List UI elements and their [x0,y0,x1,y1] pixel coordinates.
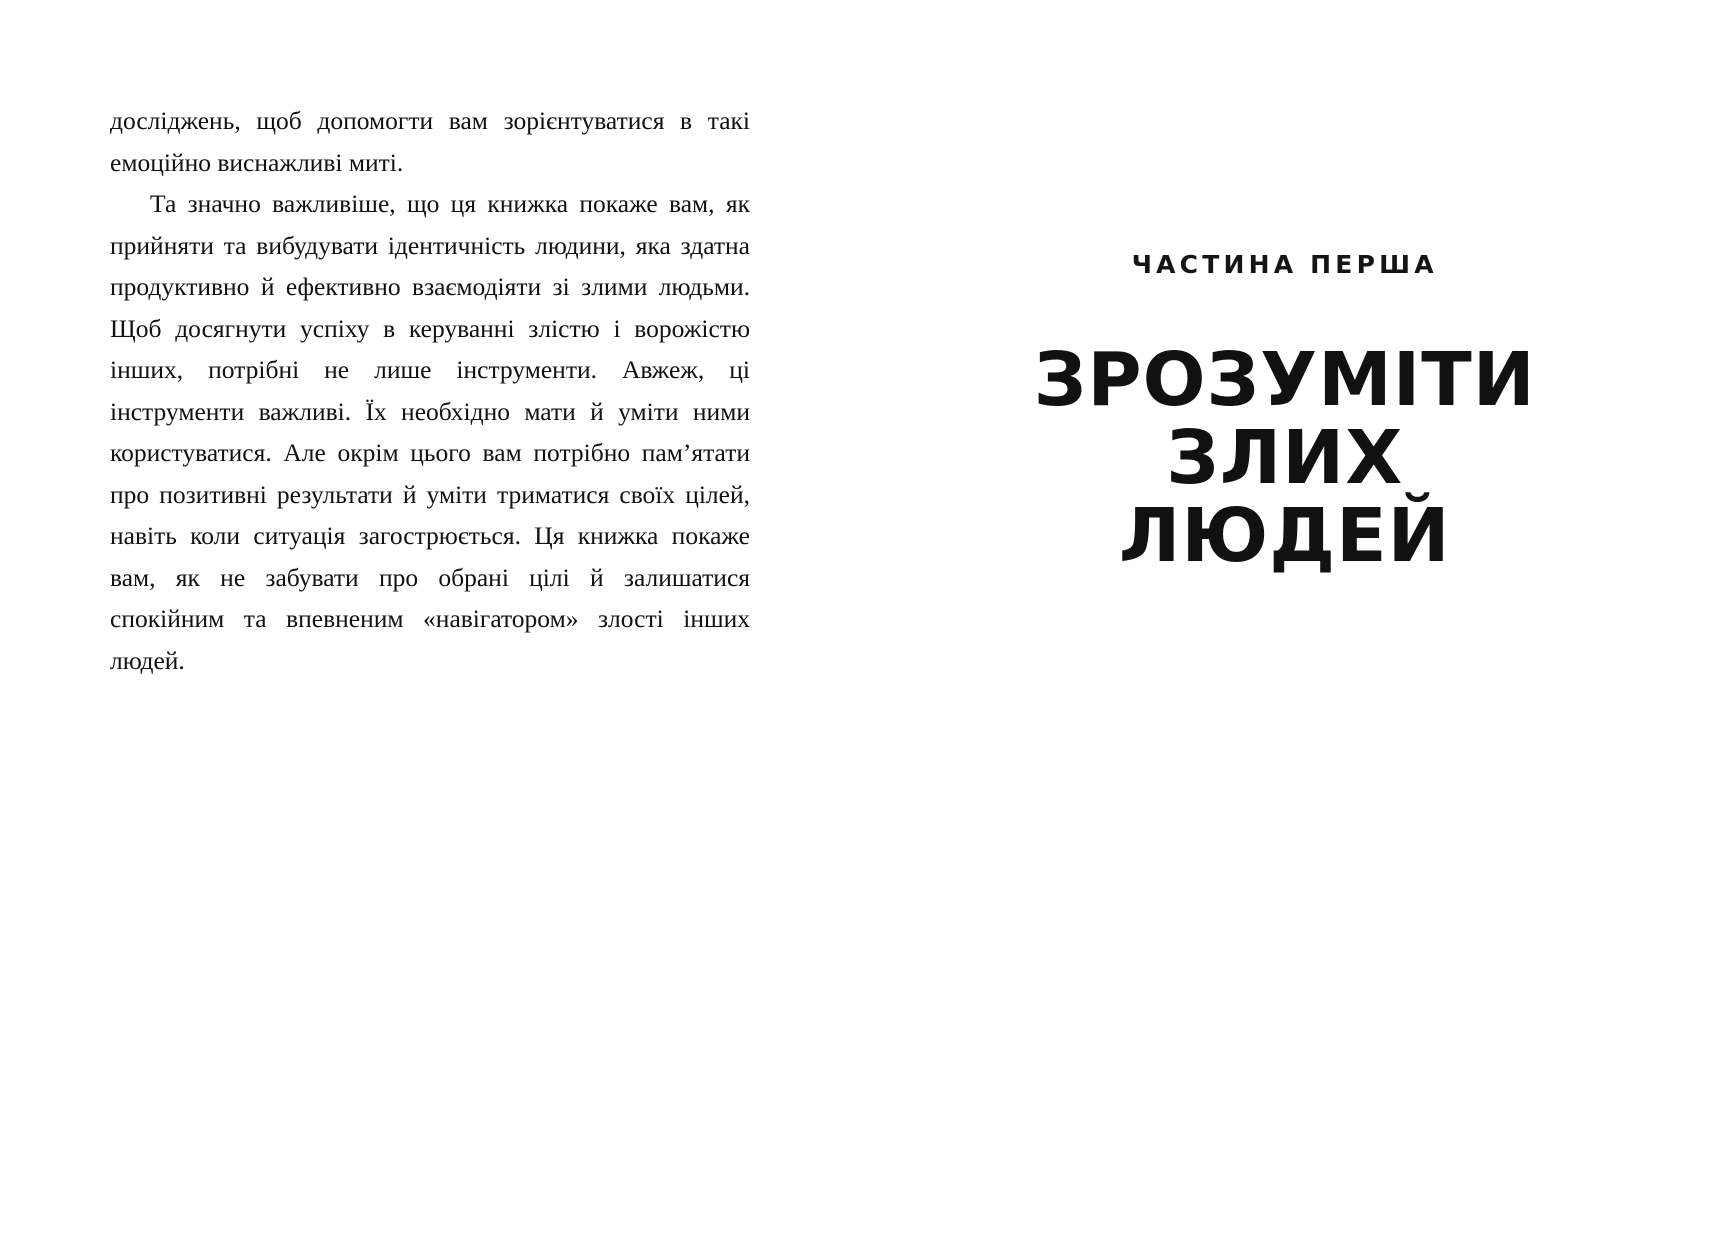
part-label: ЧАСТИНА ПЕРША [1131,250,1438,279]
part-title-line-2: ЗЛИХ [1166,415,1404,501]
paragraph-continuation: досліджень, щоб допомогти вам зорієнтуватися в такі емоційно виснажливі миті. [110,106,750,177]
right-page [857,0,1713,1258]
part-title-line-1: ЗРОЗУМІТИ [1033,337,1536,423]
part-title [857,337,1713,579]
part-opener [857,250,1713,579]
body-text-column [110,100,750,681]
part-title-line-3: ЛЮДЕЙ [1118,493,1451,579]
paragraph-main: Та значно важливіше, що ця книжка покаже вам, як прийняти та вибудувати ідентичність людини, яка здатна продуктивно й ефективно взаємодіяти зі злими людьми. Щоб досягнути успіху в керуванні злістю і ворожістю інших, потрібні не лише інструменти. Авжеж, ці інструменти важливі. Їх необхідно мати й уміти ними користуватися. Але окрім цього вам потрібно пам’ятати про позитивні результати й уміти триматися своїх цілей, навіть коли ситуація загострюється. Ця книжка покаже вам, як не забувати про обрані цілі й залишатися спокійним та впевненим «навігатором» злості інших людей. [110,189,750,675]
